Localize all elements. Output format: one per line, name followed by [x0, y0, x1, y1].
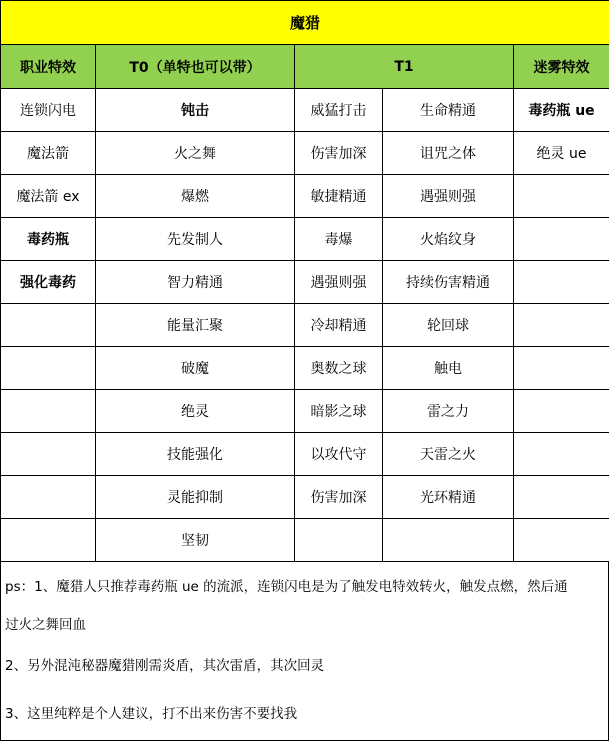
t1-left-cell: 遇强则强	[295, 261, 383, 304]
class-effect-cell: 毒药瓶	[1, 218, 96, 261]
class-effect-cell	[1, 476, 96, 519]
header-t0: T0（单特也可以带）	[96, 45, 295, 89]
t0-cell: 坚韧	[96, 519, 295, 562]
t1-left-cell: 毒爆	[295, 218, 383, 261]
t0-cell: 先发制人	[96, 218, 295, 261]
table-row	[1, 347, 609, 390]
note-line-2: 2、另外混沌秘器魔猎刚需炎盾，其次雷盾，其次回灵	[1, 650, 608, 694]
header-class-effect: 职业特效	[1, 45, 96, 89]
t1-right-cell: 天雷之火	[383, 433, 514, 476]
t1-left-cell: 暗影之球	[295, 390, 383, 433]
class-effect-cell	[1, 519, 96, 562]
t1-left-cell: 敏捷精通	[295, 175, 383, 218]
class-effect-cell: 魔法箭	[1, 132, 96, 175]
t1-left-cell: 伤害加深	[295, 132, 383, 175]
mist-effect-cell	[514, 261, 609, 304]
table-row	[1, 433, 609, 476]
t1-right-cell: 生命精通	[383, 89, 514, 132]
mist-effect-cell	[514, 347, 609, 390]
t1-left-cell	[295, 519, 383, 562]
table-row	[1, 519, 609, 562]
mist-effect-cell: 毒药瓶 ue	[514, 89, 609, 132]
t0-cell: 技能强化	[96, 433, 295, 476]
header-mist-effect: 迷雾特效	[514, 45, 609, 89]
notes-section	[0, 562, 609, 741]
t1-right-cell: 光环精通	[383, 476, 514, 519]
t1-left-cell: 奥数之球	[295, 347, 383, 390]
table-title: 魔猎	[1, 1, 609, 45]
t1-right-cell: 持续伤害精通	[383, 261, 514, 304]
t1-right-cell: 轮回球	[383, 304, 514, 347]
t0-cell: 钝击	[96, 89, 295, 132]
table-row	[1, 218, 609, 261]
t0-cell: 智力精通	[96, 261, 295, 304]
table-row	[1, 304, 609, 347]
mist-effect-cell	[514, 519, 609, 562]
class-effect-cell	[1, 433, 96, 476]
t1-right-cell	[383, 519, 514, 562]
note-line-1a: ps：1、魔猎人只推荐毒药瓶 ue 的流派，连锁闪电是为了触发电特效转火，触发点燃，然后通	[1, 562, 608, 612]
t1-right-cell: 诅咒之体	[383, 132, 514, 175]
mist-effect-cell	[514, 304, 609, 347]
t1-right-cell: 雷之力	[383, 390, 514, 433]
mist-effect-cell	[514, 433, 609, 476]
t0-cell: 火之舞	[96, 132, 295, 175]
t0-cell: 破魔	[96, 347, 295, 390]
table-row	[1, 476, 609, 519]
table-row	[1, 132, 609, 175]
class-effect-cell: 魔法箭 ex	[1, 175, 96, 218]
t0-cell: 能量汇聚	[96, 304, 295, 347]
note-line-3: 3、这里纯粹是个人建议，打不出来伤害不要找我	[1, 694, 608, 740]
t1-left-cell: 伤害加深	[295, 476, 383, 519]
class-effect-cell: 连锁闪电	[1, 89, 96, 132]
t1-right-cell: 触电	[383, 347, 514, 390]
class-effect-cell	[1, 347, 96, 390]
mist-effect-cell	[514, 390, 609, 433]
t0-cell: 爆燃	[96, 175, 295, 218]
t1-right-cell: 遇强则强	[383, 175, 514, 218]
talent-table	[0, 0, 609, 89]
mist-effect-cell	[514, 175, 609, 218]
table-row	[1, 89, 609, 132]
class-effect-cell	[1, 304, 96, 347]
t1-left-cell: 以攻代守	[295, 433, 383, 476]
mist-effect-cell	[514, 218, 609, 261]
t0-cell: 绝灵	[96, 390, 295, 433]
t1-right-cell: 火焰纹身	[383, 218, 514, 261]
table-row	[1, 175, 609, 218]
class-effect-cell: 强化毒药	[1, 261, 96, 304]
t1-left-cell: 冷却精通	[295, 304, 383, 347]
note-line-1b: 过火之舞回血	[1, 612, 608, 650]
mist-effect-cell: 绝灵 ue	[514, 132, 609, 175]
t1-left-cell: 威猛打击	[295, 89, 383, 132]
table-row	[1, 390, 609, 433]
mist-effect-cell	[514, 476, 609, 519]
talent-rows	[0, 88, 609, 562]
header-t1: T1	[295, 45, 514, 89]
t0-cell: 灵能抑制	[96, 476, 295, 519]
class-effect-cell	[1, 390, 96, 433]
table-row	[1, 261, 609, 304]
